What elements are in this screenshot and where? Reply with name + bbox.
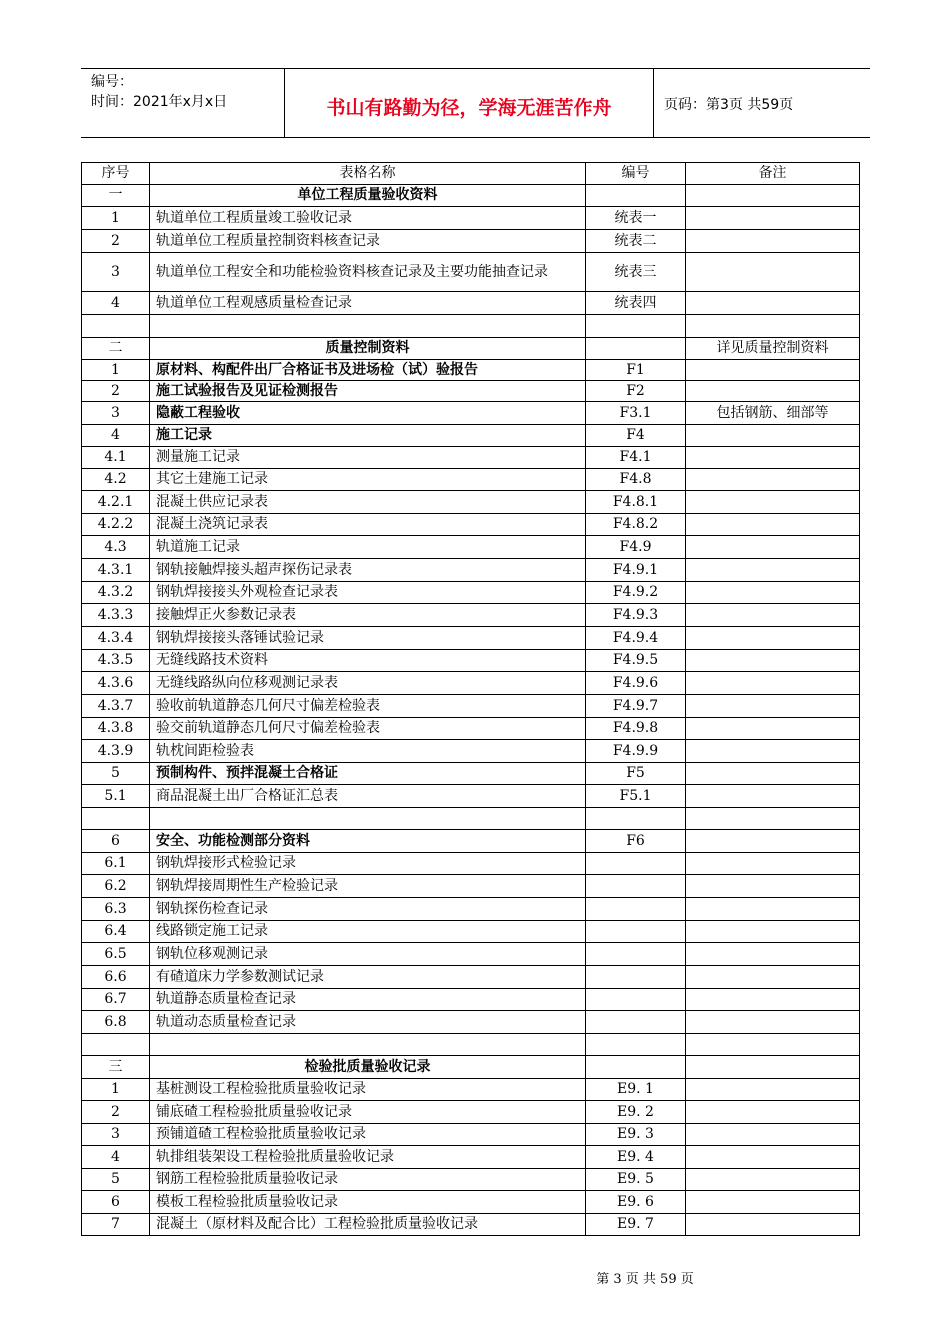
row-code: F4.8 [586, 469, 686, 491]
row-name: 轨道单位工程安全和功能检验资料核查记录及主要功能抽查记录 [150, 253, 586, 292]
row-name: 质量控制资料 [150, 338, 586, 360]
row-name: 钢轨接触焊接头超声探伤记录表 [150, 559, 586, 582]
row-number: 5 [82, 1169, 150, 1191]
row-name: 其它土建施工记录 [150, 469, 586, 491]
table-row [82, 921, 860, 943]
table-row [82, 491, 860, 514]
row-note [686, 207, 860, 230]
row-name: 模板工程检验批质量验收记录 [150, 1191, 586, 1214]
row-code: F5 [586, 763, 686, 785]
row-note [686, 898, 860, 921]
row-code: 统表二 [586, 230, 686, 253]
table-row [82, 695, 860, 718]
row-name [150, 808, 586, 830]
row-note [686, 921, 860, 943]
row-note [686, 292, 860, 315]
row-name: 检验批质量验收记录 [150, 1056, 586, 1079]
row-name: 无缝线路技术资料 [150, 650, 586, 672]
row-code [586, 966, 686, 989]
number-label: 编号： [91, 74, 133, 90]
table-row [82, 898, 860, 921]
row-note [686, 582, 860, 604]
table-row [82, 1056, 860, 1079]
row-note [686, 315, 860, 338]
row-name: 轨道单位工程质量竣工验收记录 [150, 207, 586, 230]
row-code: E9. 7 [586, 1214, 686, 1236]
form-index-table [81, 162, 860, 1236]
page-header [81, 68, 870, 138]
row-note [686, 695, 860, 718]
row-number: 6.8 [82, 1011, 150, 1034]
row-name: 有碴道床力学参数测试记录 [150, 966, 586, 989]
row-note [686, 1214, 860, 1236]
row-note [686, 536, 860, 559]
row-note [686, 491, 860, 514]
table-row [82, 650, 860, 672]
row-name: 钢轨焊接形式检验记录 [150, 853, 586, 875]
row-number: 7 [82, 1214, 150, 1236]
row-number: 6.5 [82, 943, 150, 966]
table-row [82, 943, 860, 966]
row-number: 1 [82, 360, 150, 381]
row-code [586, 875, 686, 898]
row-number: 5.1 [82, 785, 150, 808]
row-name: 测量施工记录 [150, 447, 586, 469]
col-header-no: 序号 [82, 163, 150, 185]
row-name: 原材料、构配件出厂合格证书及进场检（试）验报告 [150, 360, 586, 381]
table-row [82, 1034, 860, 1056]
row-code [586, 315, 686, 338]
row-code: F4.9.5 [586, 650, 686, 672]
table-row [82, 185, 860, 207]
row-note [686, 650, 860, 672]
row-name: 验交前轨道静态几何尺寸偏差检验表 [150, 718, 586, 740]
row-code: F5.1 [586, 785, 686, 808]
row-note [686, 1101, 860, 1124]
row-note [686, 718, 860, 740]
row-note [686, 1056, 860, 1079]
table-row [82, 230, 860, 253]
row-number: 一 [82, 185, 150, 207]
row-name: 轨道施工记录 [150, 536, 586, 559]
row-note [686, 253, 860, 292]
row-note [686, 808, 860, 830]
table-row [82, 582, 860, 604]
row-code [586, 808, 686, 830]
row-code: E9. 3 [586, 1124, 686, 1146]
row-number: 4.3.6 [82, 672, 150, 695]
table-row [82, 425, 860, 447]
row-number: 6.3 [82, 898, 150, 921]
row-name: 商品混凝土出厂合格证汇总表 [150, 785, 586, 808]
table-row [82, 447, 860, 469]
table-row [82, 875, 860, 898]
row-code [586, 943, 686, 966]
table-row [82, 785, 860, 808]
row-name: 轨枕间距检验表 [150, 740, 586, 763]
row-note [686, 185, 860, 207]
row-name: 钢轨探伤检查记录 [150, 898, 586, 921]
row-code: F4.9 [586, 536, 686, 559]
row-note [686, 230, 860, 253]
header-motto: 书山有路勤为径，学海无涯苦作舟 [284, 69, 654, 137]
row-code [586, 898, 686, 921]
row-code: F2 [586, 381, 686, 402]
row-code: F4.9.4 [586, 627, 686, 650]
row-number: 4.3.1 [82, 559, 150, 582]
row-name: 钢轨焊接周期性生产检验记录 [150, 875, 586, 898]
table-row [82, 536, 860, 559]
table-row [82, 1214, 860, 1236]
row-code [586, 989, 686, 1011]
row-number: 4 [82, 425, 150, 447]
row-code: 统表三 [586, 253, 686, 292]
row-code: F4.9.8 [586, 718, 686, 740]
row-name: 施工记录 [150, 425, 586, 447]
table-row [82, 1079, 860, 1101]
row-number: 2 [82, 230, 150, 253]
row-number: 6.4 [82, 921, 150, 943]
table-row [82, 469, 860, 491]
row-code: F4 [586, 425, 686, 447]
row-note [686, 425, 860, 447]
row-name [150, 315, 586, 338]
row-name: 轨道动态质量检查记录 [150, 1011, 586, 1034]
row-name: 无缝线路纵向位移观测记录表 [150, 672, 586, 695]
row-note [686, 785, 860, 808]
row-name: 轨道静态质量检查记录 [150, 989, 586, 1011]
row-name: 接触焊正火参数记录表 [150, 604, 586, 627]
row-number: 6.1 [82, 853, 150, 875]
row-note [686, 763, 860, 785]
row-number: 1 [82, 207, 150, 230]
row-code: 统表一 [586, 207, 686, 230]
row-number: 4.1 [82, 447, 150, 469]
row-number: 6.7 [82, 989, 150, 1011]
table-row [82, 514, 860, 536]
table-row [82, 989, 860, 1011]
table-row [82, 830, 860, 853]
row-code [586, 338, 686, 360]
row-name: 钢轨位移观测记录 [150, 943, 586, 966]
page-footer: 第 3 页 共 59 页 [596, 1272, 694, 1287]
row-number: 4.3.2 [82, 582, 150, 604]
row-name: 基桩测设工程检验批质量验收记录 [150, 1079, 586, 1101]
row-name: 混凝土供应记录表 [150, 491, 586, 514]
row-note [686, 514, 860, 536]
row-number: 1 [82, 1079, 150, 1101]
row-number: 4.2.2 [82, 514, 150, 536]
row-number: 4 [82, 292, 150, 315]
row-note [686, 1079, 860, 1101]
row-note [686, 381, 860, 402]
table-row [82, 1191, 860, 1214]
row-note [686, 1124, 860, 1146]
row-name: 隐蔽工程验收 [150, 402, 586, 425]
row-name: 施工试验报告及见证检测报告 [150, 381, 586, 402]
row-code: E9. 6 [586, 1191, 686, 1214]
table-row [82, 853, 860, 875]
table-row [82, 1169, 860, 1191]
row-code: F6 [586, 830, 686, 853]
row-name: 安全、功能检测部分资料 [150, 830, 586, 853]
table-row [82, 315, 860, 338]
table-row [82, 402, 860, 425]
row-number: 6 [82, 830, 150, 853]
row-code: F4.8.1 [586, 491, 686, 514]
row-code [586, 1034, 686, 1056]
row-code: E9. 5 [586, 1169, 686, 1191]
table-row [82, 1101, 860, 1124]
row-name: 轨排组装架设工程检验批质量验收记录 [150, 1146, 586, 1169]
row-code: F4.9.2 [586, 582, 686, 604]
row-note [686, 966, 860, 989]
row-number: 4.2.1 [82, 491, 150, 514]
row-name: 线路锁定施工记录 [150, 921, 586, 943]
row-note [686, 447, 860, 469]
row-name: 钢轨焊接接头落锤试验记录 [150, 627, 586, 650]
row-number: 4.2 [82, 469, 150, 491]
row-note [686, 943, 860, 966]
row-code: F4.9.9 [586, 740, 686, 763]
row-code: F4.9.3 [586, 604, 686, 627]
row-number: 4.3.9 [82, 740, 150, 763]
row-code: F4.9.6 [586, 672, 686, 695]
row-number: 4.3.4 [82, 627, 150, 650]
table-row [82, 763, 860, 785]
table-row [82, 740, 860, 763]
table-row [82, 718, 860, 740]
table-row [82, 966, 860, 989]
row-number: 6 [82, 1191, 150, 1214]
table-row [82, 627, 860, 650]
table-row [82, 292, 860, 315]
row-note [686, 1034, 860, 1056]
row-note [686, 672, 860, 695]
row-code: F4.8.2 [586, 514, 686, 536]
row-number: 三 [82, 1056, 150, 1079]
row-code: F4.1 [586, 447, 686, 469]
row-name: 预制构件、预拌混凝土合格证 [150, 763, 586, 785]
row-note [686, 989, 860, 1011]
table-row [82, 360, 860, 381]
row-code: F4.9.7 [586, 695, 686, 718]
header-meta [81, 69, 284, 137]
row-note [686, 469, 860, 491]
row-name: 轨道单位工程质量控制资料核查记录 [150, 230, 586, 253]
row-name: 轨道单位工程观感质量检查记录 [150, 292, 586, 315]
row-number: 6.6 [82, 966, 150, 989]
row-number: 6.2 [82, 875, 150, 898]
row-note: 详见质量控制资料 [686, 338, 860, 360]
row-code: F1 [586, 360, 686, 381]
row-number: 2 [82, 1101, 150, 1124]
row-note [686, 360, 860, 381]
table-row [82, 672, 860, 695]
row-name: 钢筋工程检验批质量验收记录 [150, 1169, 586, 1191]
row-number: 4.3 [82, 536, 150, 559]
row-number: 4.3.5 [82, 650, 150, 672]
row-code: E9. 2 [586, 1101, 686, 1124]
col-header-name: 表格名称 [150, 163, 586, 185]
row-number: 3 [82, 1124, 150, 1146]
row-number: 4.3.3 [82, 604, 150, 627]
table-row [82, 1011, 860, 1034]
row-name: 混凝土（原材料及配合比）工程检验批质量验收记录 [150, 1214, 586, 1236]
row-number: 5 [82, 763, 150, 785]
row-number: 二 [82, 338, 150, 360]
row-code: E9. 4 [586, 1146, 686, 1169]
row-name [150, 1034, 586, 1056]
row-name: 钢轨焊接接头外观检查记录表 [150, 582, 586, 604]
row-code [586, 853, 686, 875]
row-number: 3 [82, 253, 150, 292]
row-name: 预铺道碴工程检验批质量验收记录 [150, 1124, 586, 1146]
row-name: 单位工程质量验收资料 [150, 185, 586, 207]
row-number [82, 808, 150, 830]
row-note [686, 1169, 860, 1191]
row-number: 4 [82, 1146, 150, 1169]
table-header-row [82, 163, 860, 185]
row-code [586, 1011, 686, 1034]
row-name: 铺底碴工程检验批质量验收记录 [150, 1101, 586, 1124]
col-header-note: 备注 [686, 163, 860, 185]
row-note [686, 1146, 860, 1169]
row-note [686, 875, 860, 898]
row-code [586, 921, 686, 943]
row-number: 2 [82, 381, 150, 402]
row-number [82, 1034, 150, 1056]
row-code: F4.9.1 [586, 559, 686, 582]
row-code [586, 185, 686, 207]
row-number: 4.3.8 [82, 718, 150, 740]
table-row [82, 338, 860, 360]
row-note [686, 1191, 860, 1214]
table-row [82, 1146, 860, 1169]
time-label: 时间：2021年x月x日 [91, 94, 228, 110]
row-note: 包括钢筋、细部等 [686, 402, 860, 425]
table-row [82, 207, 860, 230]
row-name: 混凝土浇筑记录表 [150, 514, 586, 536]
row-note [686, 853, 860, 875]
row-note [686, 830, 860, 853]
row-code [586, 1056, 686, 1079]
table-row [82, 604, 860, 627]
row-number: 4.3.7 [82, 695, 150, 718]
table-row [82, 253, 860, 292]
row-note [686, 627, 860, 650]
header-page-info: 页码：第3页 共59页 [664, 97, 794, 113]
row-note [686, 740, 860, 763]
row-note [686, 1011, 860, 1034]
row-number: 3 [82, 402, 150, 425]
table-row [82, 1124, 860, 1146]
row-code: F3.1 [586, 402, 686, 425]
table-row [82, 808, 860, 830]
table-row [82, 559, 860, 582]
row-code: E9. 1 [586, 1079, 686, 1101]
row-number [82, 315, 150, 338]
table-row [82, 381, 860, 402]
row-name: 验收前轨道静态几何尺寸偏差检验表 [150, 695, 586, 718]
row-note [686, 604, 860, 627]
row-note [686, 559, 860, 582]
col-header-code: 编号 [586, 163, 686, 185]
row-code: 统表四 [586, 292, 686, 315]
